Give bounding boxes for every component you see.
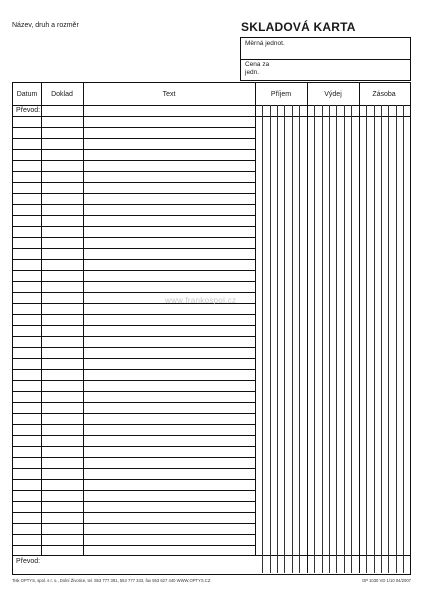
table-row-line: [13, 501, 255, 502]
amount-subcolumn-line: [396, 105, 397, 573]
column-header-stock: Zásoba: [372, 90, 396, 98]
table-row-line: [13, 182, 255, 183]
table-row-line: [13, 336, 255, 337]
price-per-unit-label: Cena za jedn.: [245, 61, 270, 76]
measure-unit-field[interactable]: [241, 38, 410, 60]
table-row-line: [13, 237, 255, 238]
amount-subcolumn-line: [336, 105, 337, 573]
table-row-line: [13, 512, 255, 513]
table-row-line: [13, 226, 255, 227]
table-row-line: [13, 380, 255, 381]
amount-subcolumn-line: [277, 105, 278, 573]
table-row-line: [13, 435, 255, 436]
table-row-line: [13, 281, 255, 282]
document-title: SKLADOVÁ KARTA: [241, 20, 356, 34]
table-row-line: [13, 149, 255, 150]
table-row-line: [13, 413, 255, 414]
item-name-label: Název, druh a rozměr: [12, 22, 79, 29]
amount-subcolumn-line: [403, 105, 404, 573]
printer-footer: Tisk OPTYS, spol. s r. o., Dolní Životice, tel. 553 777 391, 553 777 333, fax 553 627 440 WWW.OPTYS.CZ: [12, 578, 211, 583]
amount-subcolumn-line: [322, 105, 323, 573]
column-divider: [41, 83, 42, 555]
table-row-line: [13, 215, 255, 216]
amount-subcolumn-line: [314, 105, 315, 573]
table-row-line: [13, 204, 255, 205]
table-row-line: [13, 270, 255, 271]
amount-subcolumn-line: [374, 105, 375, 573]
table-row-line: [13, 402, 255, 403]
table-row-line: [13, 138, 255, 139]
table-row-line: [13, 347, 255, 348]
amount-subcolumn-line: [299, 105, 300, 573]
amount-subcolumn-line: [284, 105, 285, 573]
column-header-text: Text: [162, 90, 176, 98]
form-code-footer: OP 1030 VD 1/10 04/2007: [361, 578, 411, 583]
column-divider: [359, 83, 360, 573]
price-per-unit-field[interactable]: [241, 59, 410, 80]
amount-subcolumn-line: [381, 105, 382, 573]
column-header-issue: Výdej: [324, 90, 342, 98]
table-row-line: [13, 369, 255, 370]
ledger-table: [12, 82, 411, 575]
amount-subcolumn-line: [270, 105, 271, 573]
measure-unit-label: Měrná jednot.: [245, 40, 285, 47]
amount-subcolumn-line: [329, 105, 330, 573]
table-row-line: [13, 160, 255, 161]
table-row-line: [13, 171, 255, 172]
table-row-line: [13, 259, 255, 260]
table-row-line: [13, 446, 255, 447]
column-header-document: Doklad: [51, 90, 73, 98]
column-header-receipt: Příjem: [270, 90, 292, 98]
table-row-line: [13, 523, 255, 524]
amount-subcolumn-line: [366, 105, 367, 573]
table-row-line: [13, 314, 255, 315]
column-divider: [307, 83, 308, 573]
column-divider: [255, 83, 256, 555]
amount-subcolumn-line: [351, 105, 352, 573]
table-row-line: [13, 490, 255, 491]
table-row-line: [13, 358, 255, 359]
amount-subcolumn-line: [344, 105, 345, 573]
table-row-line: [13, 534, 255, 535]
amount-subcolumn-line: [388, 105, 389, 573]
table-row-line: [13, 391, 255, 392]
table-row-line: [13, 193, 255, 194]
table-row-line: [13, 248, 255, 249]
amount-subcolumn-line: [262, 105, 263, 573]
table-row-line: [13, 424, 255, 425]
table-row-line: [13, 325, 255, 326]
column-divider: [83, 83, 84, 555]
carry-over-bottom-label: Převod:: [16, 558, 41, 565]
table-row-line: [13, 457, 255, 458]
unit-info-box: [240, 37, 411, 81]
table-row-line: [13, 127, 255, 128]
table-row-line: [13, 292, 255, 293]
table-row-line: [13, 545, 255, 546]
amount-subcolumn-line: [292, 105, 293, 573]
watermark: www.frankospol.cz: [165, 296, 237, 305]
table-row-line: [13, 468, 255, 469]
column-header-date: Datum: [16, 90, 38, 98]
carry-over-top-label: Převod:: [16, 107, 41, 114]
table-row-line: [13, 479, 255, 480]
